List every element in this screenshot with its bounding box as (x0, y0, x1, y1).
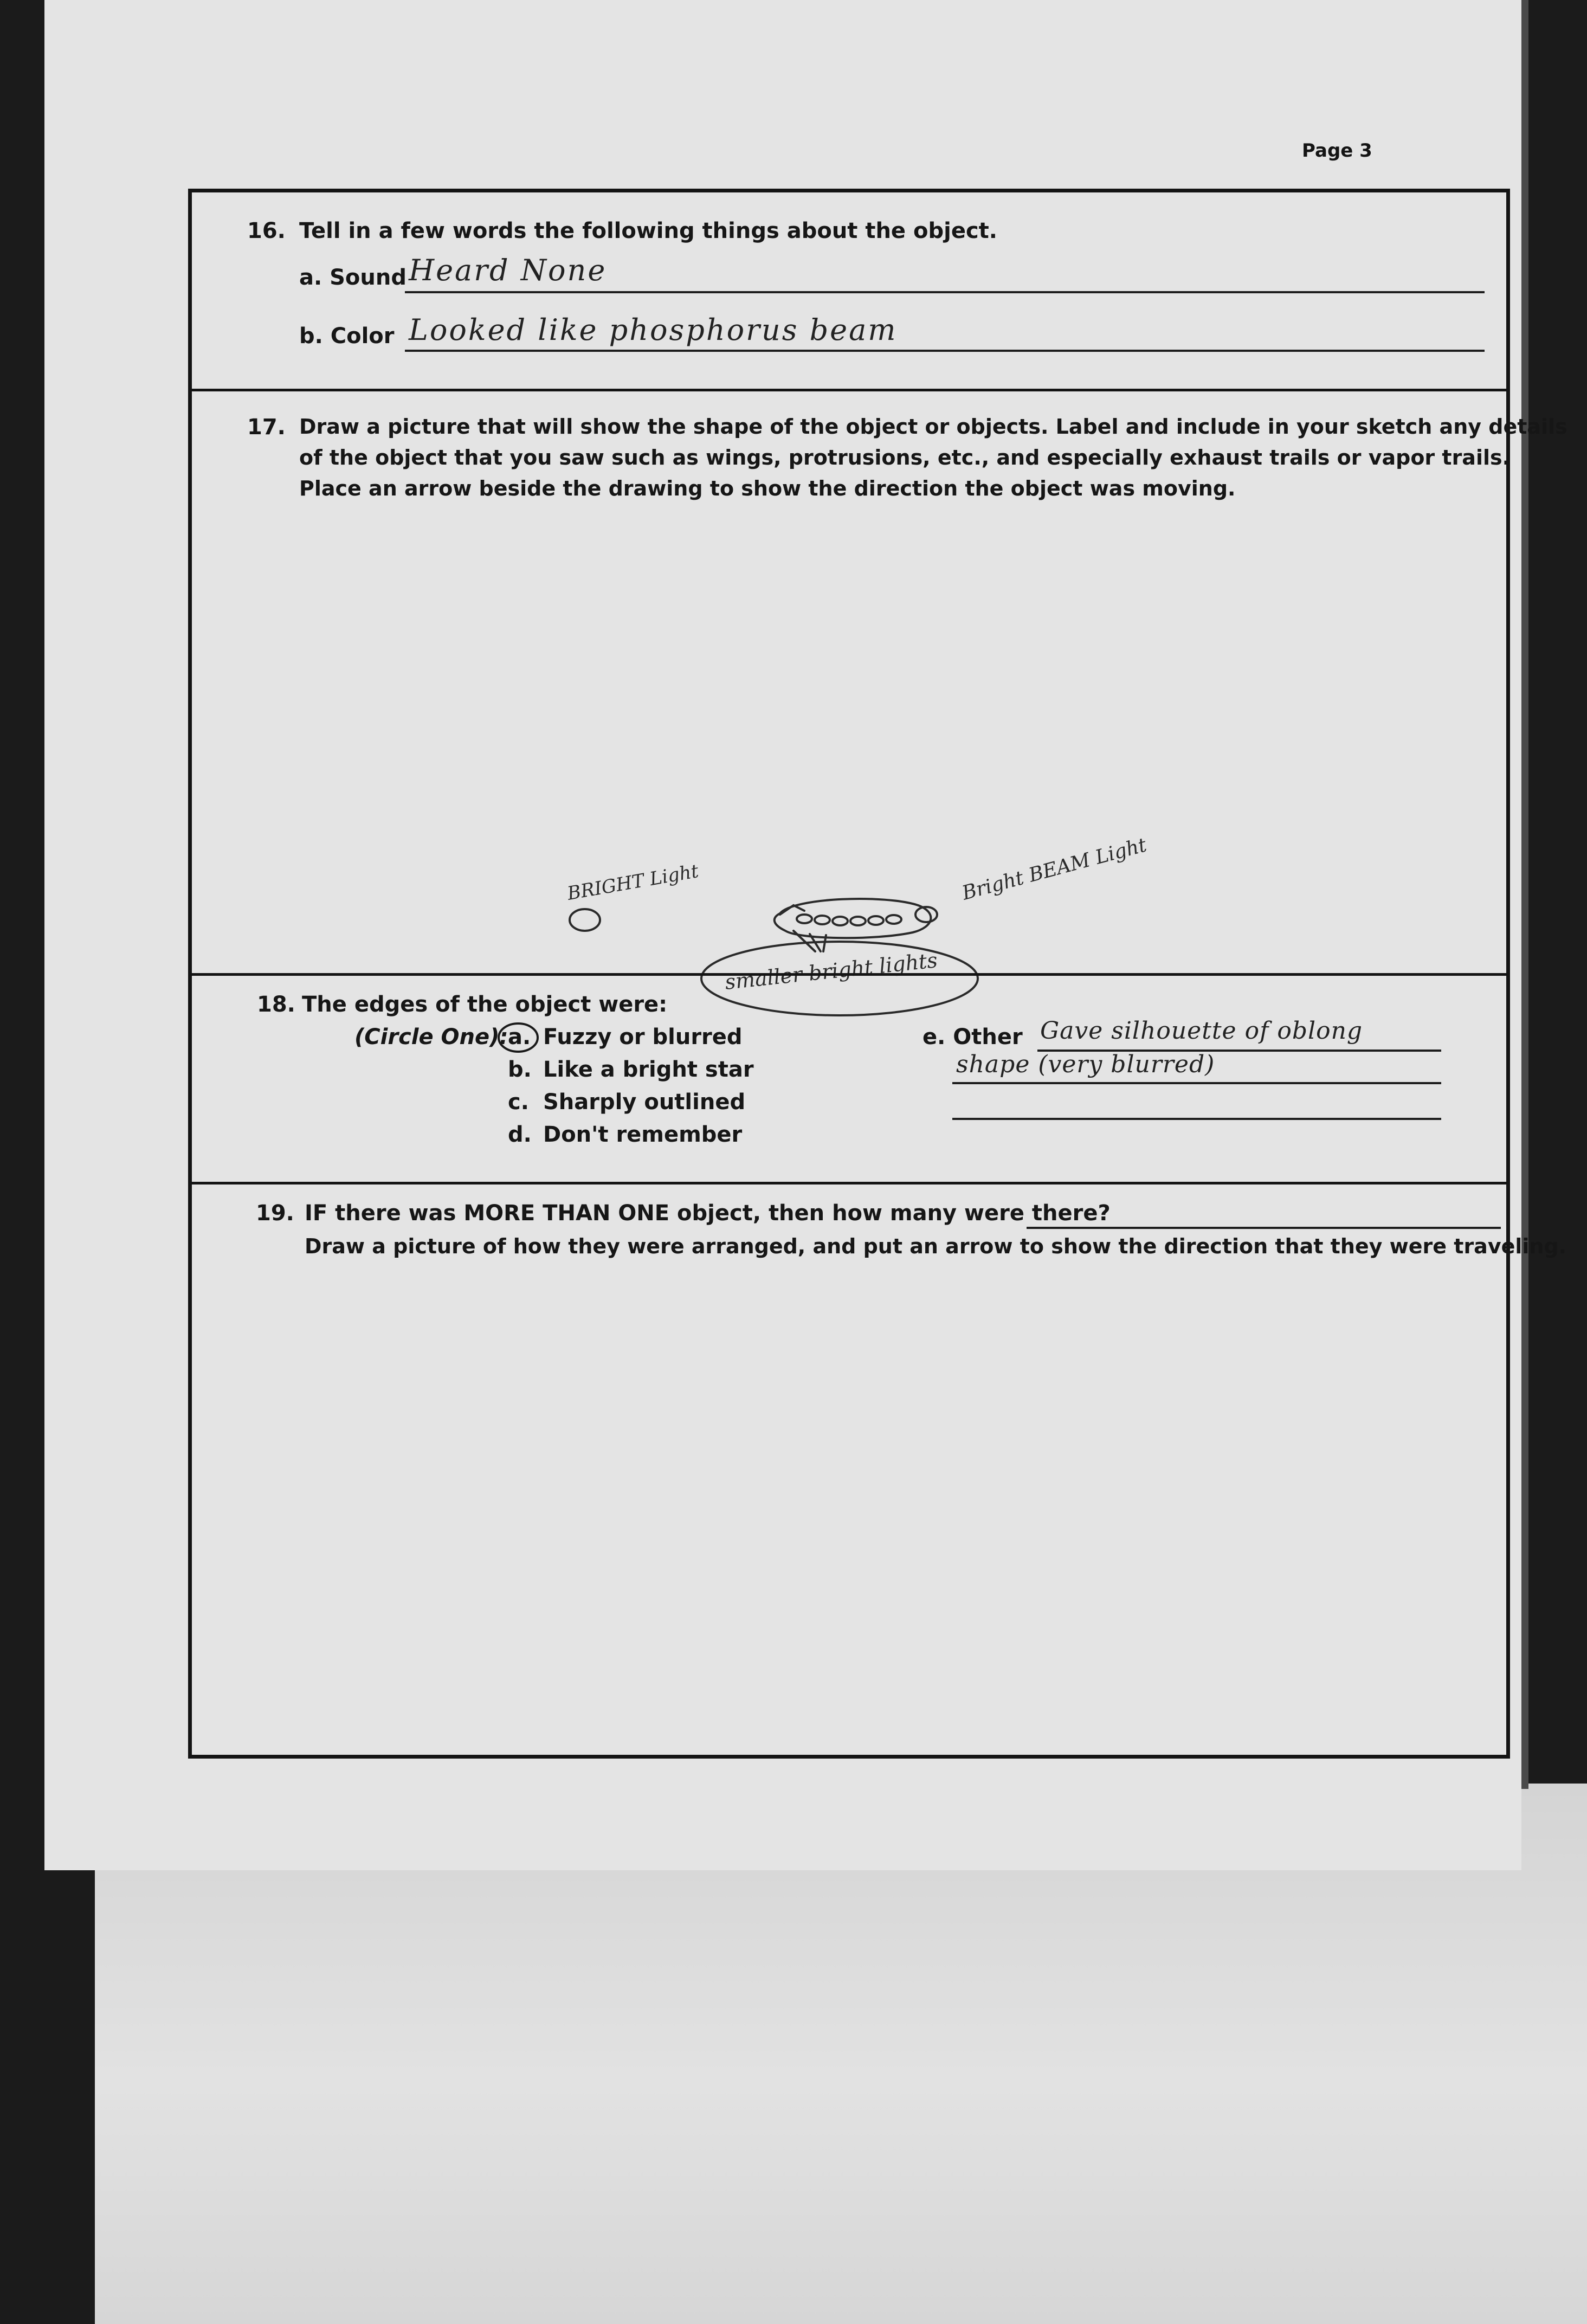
q17-line1: Draw a picture that will show the shape of the object or objects. Label and include in your sketch any details (299, 415, 1567, 439)
form-box (188, 189, 1567, 1759)
q18-other-answer-1: Gave silhouette of oblong (1040, 1017, 1363, 1045)
q17-number: 17. (247, 415, 286, 440)
light-3 (833, 917, 848, 925)
q18-circle-mark (496, 1020, 540, 1055)
q19-line2: Draw a picture of how they were arranged, and put an arrow to show the direction that they were traveling. (305, 1234, 1567, 1258)
form-page (44, 0, 1567, 1870)
label-bright-light: BRIGHT Light (565, 860, 700, 905)
q19-number: 19. (256, 1201, 294, 1226)
light-6 (886, 915, 901, 924)
q16-sound-line (405, 291, 1485, 293)
q18-option-d-letter: d. (508, 1122, 532, 1147)
q16-color-answer: Looked like phosphorus beam (409, 313, 898, 347)
q18-other-answer-2: shape (very blurred) (956, 1051, 1215, 1078)
light-4 (850, 917, 866, 925)
bright-light-circle (570, 909, 600, 931)
light-2 (815, 916, 830, 924)
light-1 (797, 915, 812, 923)
q18-circle-one: (Circle One): (354, 1025, 508, 1050)
question-16 (192, 192, 1506, 394)
q16-number: 16. (247, 218, 286, 243)
q16-sound-answer: Heard None (409, 253, 607, 287)
page-number: Page 3 (1302, 140, 1372, 162)
q18-question: The edges of the object were: (302, 992, 668, 1017)
q18-option-a-text: Fuzzy or blurred (543, 1025, 743, 1050)
q18-option-d-text: Don't remember (543, 1122, 743, 1147)
label-bright-beam: Bright BEAM Light (959, 834, 1149, 905)
q18-option-c-letter: c. (508, 1090, 529, 1115)
q17-line2: of the object that you saw such as wings, protrusions, etc., and especially exhaust trails or vapor trails. (299, 446, 1511, 469)
q16-sound-label: a. Sound (299, 265, 407, 290)
q16-question: Tell in a few words the following things about the object. (299, 218, 997, 243)
q18-other-line-3 (952, 1118, 1441, 1120)
q18-option-a-letter: a. (508, 1025, 531, 1050)
q18-option-b-letter: b. (508, 1057, 532, 1082)
question-19 (192, 1184, 1567, 1759)
label-smaller-lights: smaller bright lights (724, 948, 939, 994)
q18-other-label: e. Other (922, 1025, 1023, 1050)
q16-color-line (405, 350, 1485, 352)
light-5 (868, 916, 883, 925)
q17-line3: Place an arrow beside the drawing to show the direction the object was moving. (299, 477, 1236, 500)
q19-count-line (1027, 1227, 1501, 1229)
q16-color-label: b. Color (299, 324, 395, 349)
q18-number: 18. (257, 992, 295, 1017)
q18-other-line-2 (952, 1082, 1441, 1084)
q19-line1: IF there was MORE THAN ONE object, then how many were there? (305, 1201, 1111, 1226)
divider-16-17 (192, 389, 1506, 391)
q18-option-b-text: Like a bright star (543, 1057, 754, 1082)
question-18 (192, 976, 1506, 1182)
q18-option-c-text: Sharply outlined (543, 1090, 746, 1115)
